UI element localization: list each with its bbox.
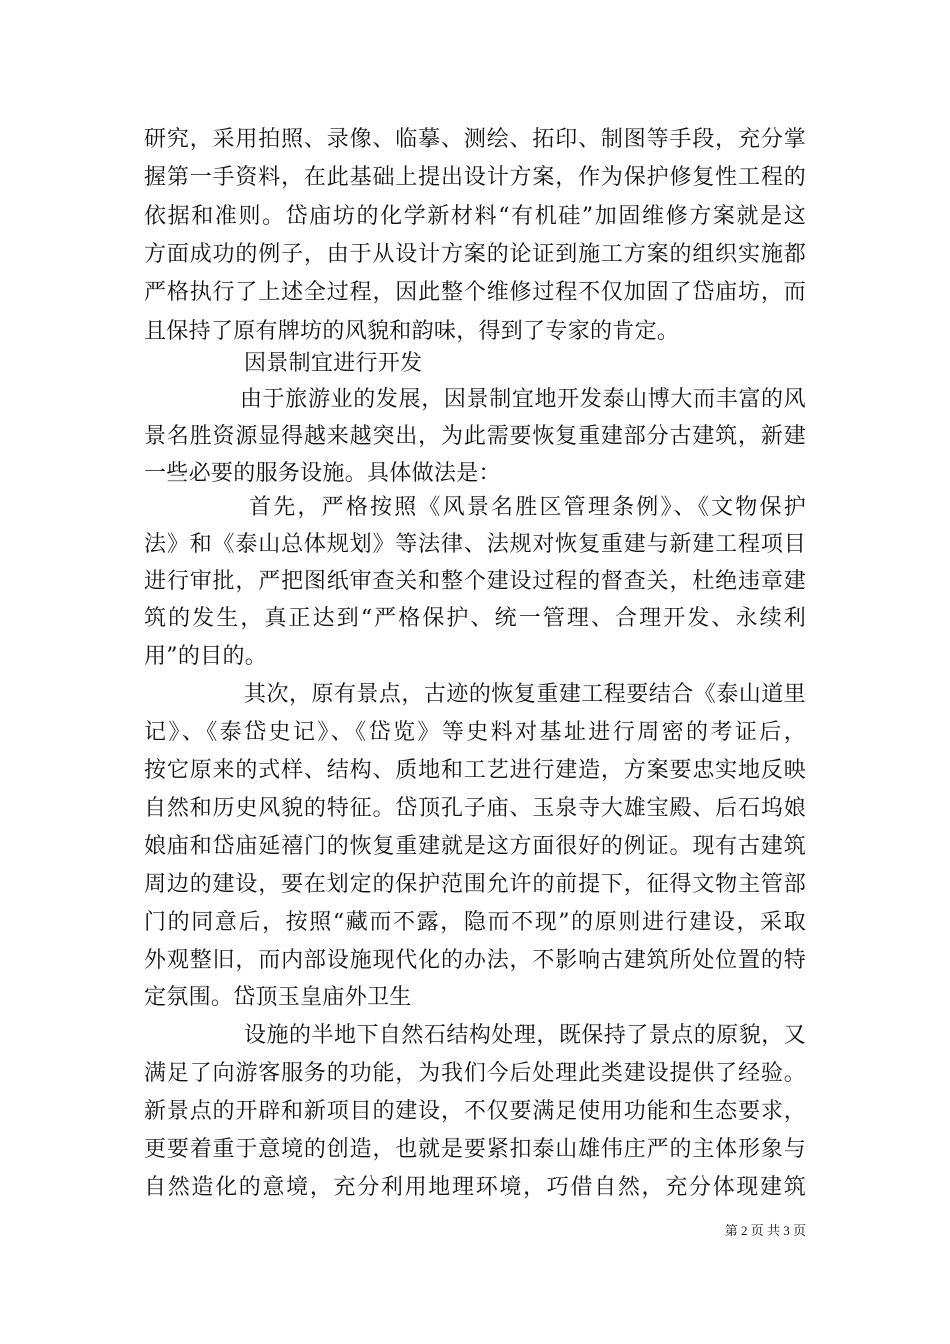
- text-line-11: 首先，严格按照《风景名胜区管理条例》、《文物保护: [249, 495, 806, 520]
- text-line-2: 握第一手资料，在此基础上提出设计方案，作为保护修复性工程的: [144, 165, 806, 190]
- text-line-4: 方面成功的例子，由于从设计方案的论证到施工方案的组织实施都: [144, 242, 806, 267]
- text-line-24: 定氛围。岱顶玉皇庙外卫生: [144, 985, 412, 1010]
- text-line-3: 依据和准则。岱庙坊的化学新材料“有机硅”加固维修方案就是这: [144, 204, 806, 229]
- text-line-12: 法》和《泰山总体规划》等法律、法规对恢复重建与新建工程项目: [144, 532, 806, 557]
- text-line-5: 严格执行了上述全过程，因此整个维修过程不仅加固了岱庙坊，而: [144, 280, 806, 305]
- page-number-footer: 第 2 页 共 3 页: [724, 1223, 806, 1238]
- text-line-22: 门的同意后，按照“藏而不露，隐而不现”的原则进行建设，采取: [144, 910, 806, 935]
- section-heading: 因景制宜进行开发: [244, 351, 423, 376]
- text-line-6: 且保持了原有牌坊的风貌和韵味，得到了专家的肯定。: [144, 319, 680, 344]
- text-line-1: 研究，采用拍照、录像、临摹、测绘、拓印、制图等手段，充分掌: [144, 127, 806, 152]
- text-line-21: 周边的建设，要在划定的保护范围允许的前提下，征得文物主管部: [144, 872, 806, 897]
- text-line-9: 景名胜资源显得越来越突出，为此需要恢复重建部分古建筑，新建: [144, 424, 806, 449]
- text-line-18: 按它原来的式样、结构、质地和工艺进行建造，方案要忠实地反映: [144, 758, 806, 783]
- text-line-23: 外观整旧，而内部设施现代化的办法，不影响古建筑所处位置的特: [144, 948, 806, 973]
- text-line-16: 其次，原有景点，古迹的恢复重建工程要结合《泰山道里: [244, 682, 806, 707]
- text-line-29: 自然造化的意境，充分利用地理环境，巧借自然，充分体现建筑: [144, 1175, 806, 1200]
- text-line-10: 一些必要的服务设施。具体做法是：: [144, 461, 501, 486]
- text-line-20: 娘庙和岱庙延禧门的恢复重建就是这方面很好的例证。现有古建筑: [144, 834, 806, 859]
- text-line-19: 自然和历史风貌的特征。岱顶孔子庙、玉泉寺大雄宝殿、后石坞娘: [144, 796, 806, 821]
- text-line-27: 新景点的开辟和新项目的建设，不仅要满足使用功能和生态要求，: [144, 1099, 806, 1124]
- text-line-14: 筑的发生，真正达到“严格保护、统一管理、合理开发、永续利: [144, 606, 806, 631]
- text-line-17: 记》、《泰岱史记》、《岱览》等史料对基址进行周密的考证后，: [144, 720, 806, 745]
- text-line-13: 进行审批，严把图纸审查关和整个建设过程的督查关，杜绝违章建: [144, 569, 806, 594]
- text-line-28: 更要着重于意境的创造，也就是要紧扣泰山雄伟庄严的主体形象与: [144, 1137, 806, 1162]
- text-line-25: 设施的半地下自然石结构处理，既保持了景点的原貌，又: [244, 1023, 806, 1048]
- text-line-8: 由于旅游业的发展，因景制宜地开发泰山博大而丰富的风: [240, 387, 806, 412]
- text-line-26: 满足了向游客服务的功能，为我们今后处理此类建设提供了经验。: [144, 1061, 806, 1086]
- text-line-15: 用”的目的。: [144, 644, 268, 669]
